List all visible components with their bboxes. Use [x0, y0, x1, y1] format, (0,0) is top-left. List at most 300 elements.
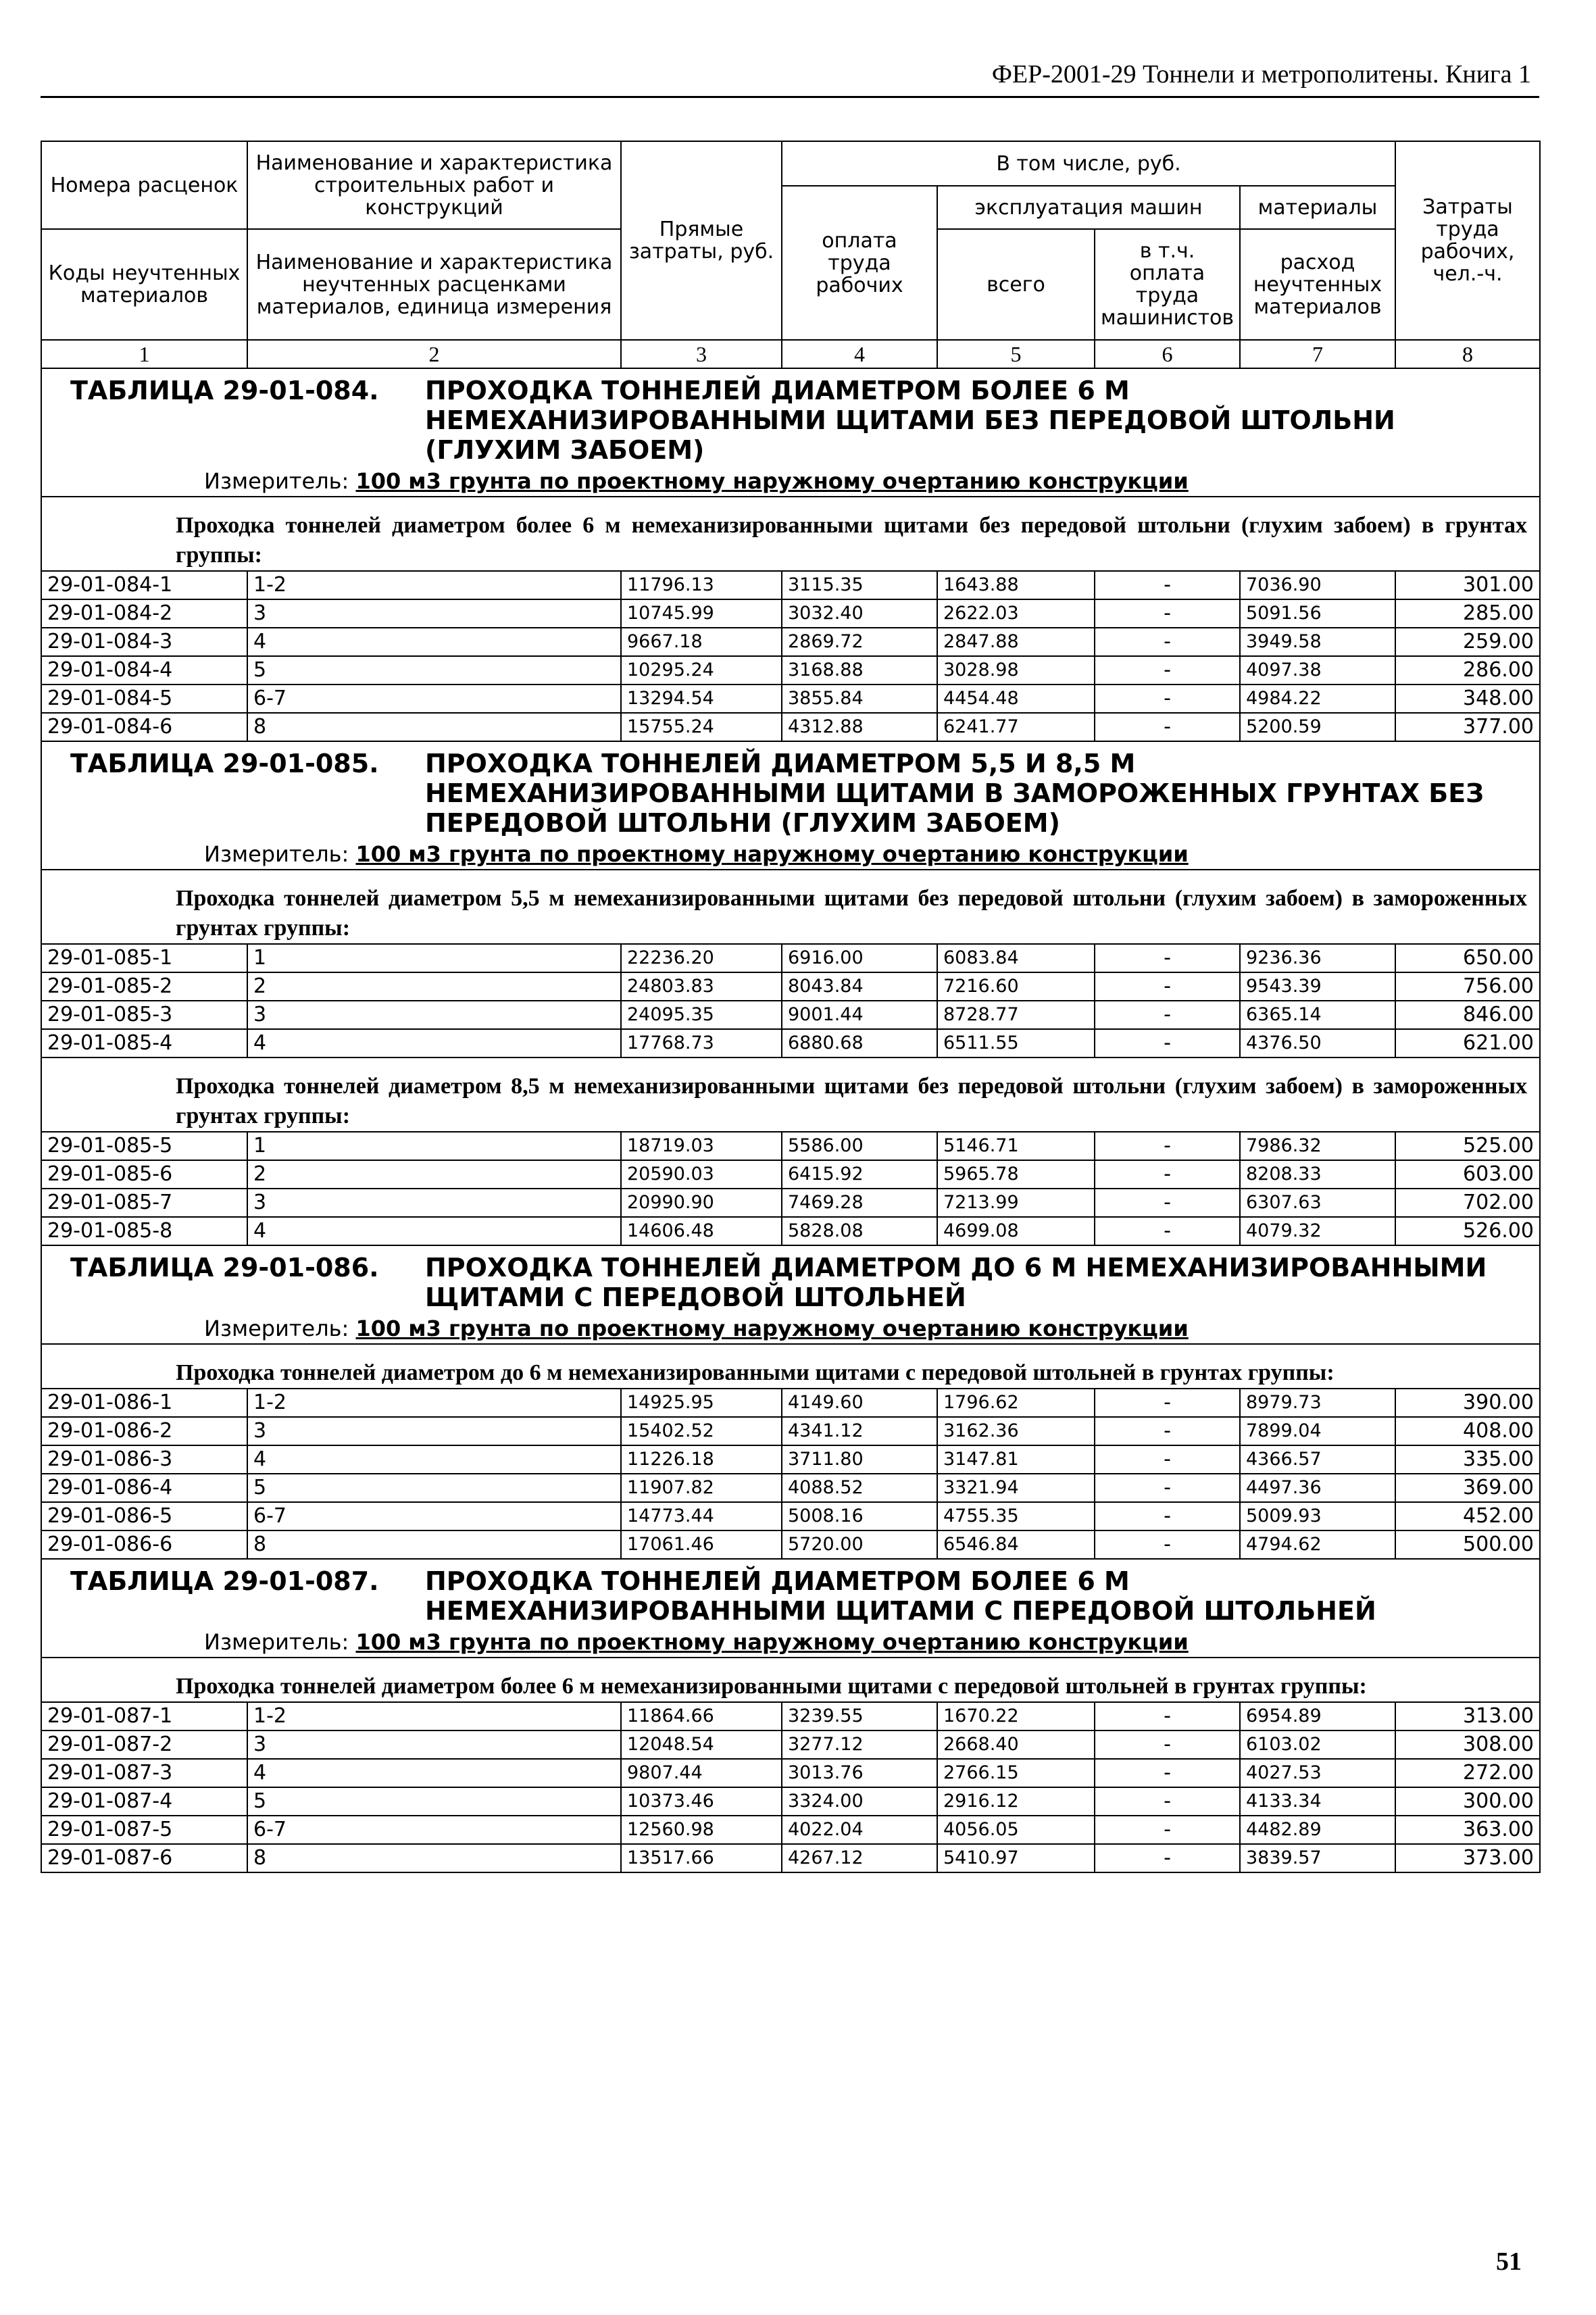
direct-costs: 15755.24: [621, 713, 782, 741]
table-heading: ПРОХОДКА ТОННЕЛЕЙ ДИАМЕТРОМ 5,5 И 8,5 М НЕМЕХАНИЗИРОВАННЫМИ ЩИТАМИ В ЗАМОРОЖЕННЫХ ГРУНТАХ БЕЗ ПЕРЕДОВОЙ ШТОЛЬНИ (ГЛУХИМ ЗАБОЕМ): [425, 749, 1485, 838]
table-row: [41, 1731, 1540, 1759]
table-row: [41, 1160, 1540, 1189]
soil-group: 6-7: [247, 1502, 621, 1530]
measure-row: [41, 1314, 1540, 1344]
direct-costs: 14925.95: [621, 1389, 782, 1417]
header-including: В том числе, руб.: [782, 141, 1395, 186]
machine-total: 2622.03: [937, 599, 1095, 628]
group-caption: Проходка тоннелей диаметром более 6 м немеханизированными щитами без передовой штольни (глухим забоем) в грунтах группы:: [41, 497, 1540, 571]
worker-pay: 6916.00: [782, 944, 937, 972]
soil-group: 6-7: [247, 1816, 621, 1844]
rate-code: 29-01-086-6: [41, 1530, 247, 1559]
machine-total: 6241.77: [937, 713, 1095, 741]
machine-total: 2766.15: [937, 1759, 1095, 1787]
direct-costs: 14773.44: [621, 1502, 782, 1530]
worker-pay: 4341.12: [782, 1417, 937, 1445]
labor-hours: 259.00: [1395, 628, 1540, 656]
material-use: 4366.57: [1240, 1445, 1395, 1474]
machine-total: 3321.94: [937, 1474, 1095, 1502]
material-use: 4376.50: [1240, 1029, 1395, 1057]
page-number: 51: [1496, 2247, 1522, 2276]
worker-pay: 4312.88: [782, 713, 937, 741]
table-title: [41, 368, 1540, 466]
direct-costs: 12048.54: [621, 1731, 782, 1759]
soil-group: 8: [247, 1844, 621, 1872]
header-rate-numbers: Номера расценок: [41, 141, 247, 229]
labor-hours: 285.00: [1395, 599, 1540, 628]
table-number: ТАБЛИЦА 29-01-085.: [70, 749, 379, 778]
header-direct-costs: Прямые затраты, руб.: [621, 141, 782, 340]
rate-code: 29-01-086-4: [41, 1474, 247, 1502]
table-row: [41, 1787, 1540, 1816]
rate-code: 29-01-086-5: [41, 1502, 247, 1530]
rate-code: 29-01-084-2: [41, 599, 247, 628]
table-row: [41, 1029, 1540, 1057]
measure-label: Измеритель:: [204, 468, 349, 494]
soil-group: 2: [247, 972, 621, 1001]
measure-row: [41, 466, 1540, 497]
labor-hours: 301.00: [1395, 571, 1540, 599]
direct-costs: 20590.03: [621, 1160, 782, 1189]
labor-hours: 308.00: [1395, 1731, 1540, 1759]
header-materials: материалы: [1240, 186, 1395, 229]
worker-pay: 5720.00: [782, 1530, 937, 1559]
running-head: ФЕР-2001-29 Тоннели и метрополитены. Книга 1: [991, 60, 1531, 89]
labor-hours: 650.00: [1395, 944, 1540, 972]
rate-code: 29-01-084-1: [41, 571, 247, 599]
table-row: [41, 1217, 1540, 1245]
measure-label: Измеритель:: [204, 1316, 349, 1341]
material-use: 4482.89: [1240, 1816, 1395, 1844]
table-row: [41, 599, 1540, 628]
worker-pay: 3115.35: [782, 571, 937, 599]
operator-pay: -: [1095, 1029, 1240, 1057]
operator-pay: -: [1095, 1844, 1240, 1872]
labor-hours: 452.00: [1395, 1502, 1540, 1530]
machine-total: 7213.99: [937, 1189, 1095, 1217]
rate-code: 29-01-087-1: [41, 1702, 247, 1731]
rate-code: 29-01-087-5: [41, 1816, 247, 1844]
labor-hours: 313.00: [1395, 1702, 1540, 1731]
machine-total: 5965.78: [937, 1160, 1095, 1189]
rate-code: 29-01-087-3: [41, 1759, 247, 1787]
machine-total: 6083.84: [937, 944, 1095, 972]
table-title: [41, 741, 1540, 839]
material-use: 4984.22: [1240, 684, 1395, 713]
material-use: 9236.36: [1240, 944, 1395, 972]
table-number: ТАБЛИЦА 29-01-087.: [70, 1566, 379, 1596]
column-number: 6: [1095, 340, 1240, 368]
soil-group: 1-2: [247, 1389, 621, 1417]
operator-pay: -: [1095, 1702, 1240, 1731]
machine-total: 2916.12: [937, 1787, 1095, 1816]
table-row: [41, 628, 1540, 656]
direct-costs: 17061.46: [621, 1530, 782, 1559]
worker-pay: 3032.40: [782, 599, 937, 628]
rate-code: 29-01-086-2: [41, 1417, 247, 1445]
rate-code: 29-01-085-8: [41, 1217, 247, 1245]
operator-pay: -: [1095, 628, 1240, 656]
labor-hours: 363.00: [1395, 1816, 1540, 1844]
operator-pay: -: [1095, 1530, 1240, 1559]
table-row: [41, 1389, 1540, 1417]
material-use: 6307.63: [1240, 1189, 1395, 1217]
table-row: [41, 713, 1540, 741]
column-number: 2: [247, 340, 621, 368]
table-row: [41, 684, 1540, 713]
direct-costs: 13517.66: [621, 1844, 782, 1872]
worker-pay: 3855.84: [782, 684, 937, 713]
worker-pay: 4088.52: [782, 1474, 937, 1502]
table-row: [41, 1530, 1540, 1559]
soil-group: 3: [247, 1731, 621, 1759]
soil-group: 1-2: [247, 571, 621, 599]
worker-pay: 3324.00: [782, 1787, 937, 1816]
direct-costs: 24803.83: [621, 972, 782, 1001]
machine-total: 2847.88: [937, 628, 1095, 656]
table-row: [41, 1816, 1540, 1844]
worker-pay: 4022.04: [782, 1816, 937, 1844]
rate-code: 29-01-087-4: [41, 1787, 247, 1816]
operator-pay: -: [1095, 684, 1240, 713]
operator-pay: -: [1095, 656, 1240, 684]
material-use: 9543.39: [1240, 972, 1395, 1001]
material-use: 4027.53: [1240, 1759, 1395, 1787]
labor-hours: 525.00: [1395, 1132, 1540, 1160]
measure-label: Измеритель:: [204, 841, 349, 867]
material-use: 6365.14: [1240, 1001, 1395, 1029]
group-caption-row: [41, 1057, 1540, 1132]
machine-total: 2668.40: [937, 1731, 1095, 1759]
group-caption: Проходка тоннелей диаметром 8,5 м немеханизированными щитами без передовой штольни (глухим забоем) в замороженных грунтах группы:: [41, 1057, 1540, 1132]
soil-group: 5: [247, 656, 621, 684]
operator-pay: -: [1095, 1001, 1240, 1029]
direct-costs: 18719.03: [621, 1132, 782, 1160]
material-use: 6103.02: [1240, 1731, 1395, 1759]
soil-group: 5: [247, 1787, 621, 1816]
operator-pay: -: [1095, 1787, 1240, 1816]
soil-group: 1-2: [247, 1702, 621, 1731]
operator-pay: -: [1095, 1389, 1240, 1417]
direct-costs: 22236.20: [621, 944, 782, 972]
measure-unit: [41, 1314, 1540, 1344]
material-use: 3949.58: [1240, 628, 1395, 656]
direct-costs: 11864.66: [621, 1702, 782, 1731]
worker-pay: 6880.68: [782, 1029, 937, 1057]
table-row: [41, 1702, 1540, 1731]
machine-total: 8728.77: [937, 1001, 1095, 1029]
table-heading: ПРОХОДКА ТОННЕЛЕЙ ДИАМЕТРОМ БОЛЕЕ 6 М НЕМЕХАНИЗИРОВАННЫМИ ЩИТАМИ С ПЕРЕДОВОЙ ШТОЛЬНЕЙ: [425, 1566, 1376, 1626]
labor-hours: 300.00: [1395, 1787, 1540, 1816]
column-number: 5: [937, 340, 1095, 368]
soil-group: 2: [247, 1160, 621, 1189]
header-rule: [41, 96, 1539, 98]
header-operator-pay: в т.ч. оплата труда машинистов: [1095, 229, 1240, 340]
soil-group: 3: [247, 1417, 621, 1445]
header-row-1: [41, 141, 1540, 186]
direct-costs: 15402.52: [621, 1417, 782, 1445]
direct-costs: 11796.13: [621, 571, 782, 599]
material-use: 5200.59: [1240, 713, 1395, 741]
operator-pay: -: [1095, 972, 1240, 1001]
material-use: 4133.34: [1240, 1787, 1395, 1816]
soil-group: 3: [247, 1001, 621, 1029]
group-caption-row: [41, 1658, 1540, 1702]
direct-costs: 9667.18: [621, 628, 782, 656]
measure-value: 100 м3 грунта по проектному наружному очертанию конструкции: [355, 468, 1189, 494]
group-caption: Проходка тоннелей диаметром 5,5 м немеханизированными щитами без передовой штольни (глухим забоем) в замороженных грунтах группы:: [41, 870, 1540, 944]
direct-costs: 13294.54: [621, 684, 782, 713]
rate-code: 29-01-084-4: [41, 656, 247, 684]
rate-code: 29-01-084-5: [41, 684, 247, 713]
machine-total: 3147.81: [937, 1445, 1095, 1474]
header-labor-hours: Затраты труда рабочих, чел.-ч.: [1395, 141, 1540, 340]
worker-pay: 3277.12: [782, 1731, 937, 1759]
soil-group: 1: [247, 1132, 621, 1160]
worker-pay: 3013.76: [782, 1759, 937, 1787]
material-use: 4794.62: [1240, 1530, 1395, 1559]
rate-code: 29-01-087-6: [41, 1844, 247, 1872]
measure-row: [41, 1627, 1540, 1658]
direct-costs: 11226.18: [621, 1445, 782, 1474]
table-number: ТАБЛИЦА 29-01-084.: [70, 376, 379, 405]
soil-group: 4: [247, 628, 621, 656]
column-numbers-row: [41, 340, 1540, 368]
header-unaccounted-codes: Коды неучтенных материалов: [41, 229, 247, 340]
rate-code: 29-01-085-1: [41, 944, 247, 972]
material-use: 7036.90: [1240, 571, 1395, 599]
machine-total: 1796.62: [937, 1389, 1095, 1417]
rate-code: 29-01-085-2: [41, 972, 247, 1001]
labor-hours: 335.00: [1395, 1445, 1540, 1474]
machine-total: 7216.60: [937, 972, 1095, 1001]
machine-total: 4699.08: [937, 1217, 1095, 1245]
table-title-row: [41, 1245, 1540, 1314]
labor-hours: 390.00: [1395, 1389, 1540, 1417]
direct-costs: 10295.24: [621, 656, 782, 684]
rate-code: 29-01-085-3: [41, 1001, 247, 1029]
table-row: [41, 1001, 1540, 1029]
labor-hours: 369.00: [1395, 1474, 1540, 1502]
direct-costs: 9807.44: [621, 1759, 782, 1787]
table-row: [41, 1759, 1540, 1787]
measure-unit: [41, 839, 1540, 870]
labor-hours: 348.00: [1395, 684, 1540, 713]
material-use: 7899.04: [1240, 1417, 1395, 1445]
table-row: [41, 571, 1540, 599]
table-row: [41, 1474, 1540, 1502]
measure-value: 100 м3 грунта по проектному наружному очертанию конструкции: [355, 841, 1189, 867]
rate-code: 29-01-085-4: [41, 1029, 247, 1057]
rate-code: 29-01-085-5: [41, 1132, 247, 1160]
table-title-row: [41, 1559, 1540, 1627]
machine-total: 3162.36: [937, 1417, 1095, 1445]
table-row: [41, 1844, 1540, 1872]
machine-total: 5146.71: [937, 1132, 1095, 1160]
header-machine-total: всего: [937, 229, 1095, 340]
table-row: [41, 944, 1540, 972]
table-row: [41, 1189, 1540, 1217]
material-use: 4497.36: [1240, 1474, 1395, 1502]
measure-unit: [41, 466, 1540, 497]
direct-costs: 10373.46: [621, 1787, 782, 1816]
rate-code: 29-01-086-3: [41, 1445, 247, 1474]
group-caption: Проходка тоннелей диаметром до 6 м немеханизированными щитами с передовой штольней в грунтах группы:: [41, 1344, 1540, 1389]
operator-pay: -: [1095, 571, 1240, 599]
group-caption-row: [41, 870, 1540, 944]
operator-pay: -: [1095, 1189, 1240, 1217]
machine-total: 3028.98: [937, 656, 1095, 684]
material-use: 4079.32: [1240, 1217, 1395, 1245]
machine-total: 6546.84: [937, 1530, 1095, 1559]
measure-value: 100 м3 грунта по проектному наружному очертанию конструкции: [355, 1316, 1189, 1341]
soil-group: 4: [247, 1217, 621, 1245]
material-use: 3839.57: [1240, 1844, 1395, 1872]
soil-group: 5: [247, 1474, 621, 1502]
column-number: 1: [41, 340, 247, 368]
machine-total: 4454.48: [937, 684, 1095, 713]
group-caption-row: [41, 497, 1540, 571]
worker-pay: 4149.60: [782, 1389, 937, 1417]
group-caption: Проходка тоннелей диаметром более 6 м немеханизированными щитами с передовой штольней в грунтах группы:: [41, 1658, 1540, 1702]
worker-pay: 6415.92: [782, 1160, 937, 1189]
direct-costs: 24095.35: [621, 1001, 782, 1029]
header-worker-pay: оплата труда рабочих: [782, 186, 937, 340]
machine-total: 1643.88: [937, 571, 1095, 599]
operator-pay: -: [1095, 599, 1240, 628]
header-work-name: Наименование и характеристика строительных работ и конструкций: [247, 141, 621, 229]
worker-pay: 3711.80: [782, 1445, 937, 1474]
worker-pay: 7469.28: [782, 1189, 937, 1217]
measure-label: Измеритель:: [204, 1629, 349, 1655]
worker-pay: 3239.55: [782, 1702, 937, 1731]
worker-pay: 5828.08: [782, 1217, 937, 1245]
table-heading: ПРОХОДКА ТОННЕЛЕЙ ДИАМЕТРОМ БОЛЕЕ 6 М НЕМЕХАНИЗИРОВАННЫМИ ЩИТАМИ БЕЗ ПЕРЕДОВОЙ ШТОЛЬНИ (ГЛУХИМ ЗАБОЕМ): [425, 376, 1395, 465]
operator-pay: -: [1095, 1132, 1240, 1160]
labor-hours: 846.00: [1395, 1001, 1540, 1029]
soil-group: 3: [247, 599, 621, 628]
material-use: 6954.89: [1240, 1702, 1395, 1731]
material-use: 8979.73: [1240, 1389, 1395, 1417]
labor-hours: 702.00: [1395, 1189, 1540, 1217]
material-use: 7986.32: [1240, 1132, 1395, 1160]
direct-costs: 20990.90: [621, 1189, 782, 1217]
worker-pay: 9001.44: [782, 1001, 937, 1029]
soil-group: 6-7: [247, 684, 621, 713]
worker-pay: 5008.16: [782, 1502, 937, 1530]
column-number: 7: [1240, 340, 1395, 368]
table-number: ТАБЛИЦА 29-01-086.: [70, 1253, 379, 1283]
rate-code: 29-01-087-2: [41, 1731, 247, 1759]
worker-pay: 4267.12: [782, 1844, 937, 1872]
table-row: [41, 972, 1540, 1001]
column-number: 4: [782, 340, 937, 368]
table-title-row: [41, 368, 1540, 466]
direct-costs: 17768.73: [621, 1029, 782, 1057]
material-use: 4097.38: [1240, 656, 1395, 684]
labor-hours: 373.00: [1395, 1844, 1540, 1872]
material-use: 5009.93: [1240, 1502, 1395, 1530]
direct-costs: 12560.98: [621, 1816, 782, 1844]
operator-pay: -: [1095, 1502, 1240, 1530]
table-title: [41, 1559, 1540, 1627]
machine-total: 5410.97: [937, 1844, 1095, 1872]
direct-costs: 14606.48: [621, 1217, 782, 1245]
table-title: [41, 1245, 1540, 1314]
table-heading: ПРОХОДКА ТОННЕЛЕЙ ДИАМЕТРОМ ДО 6 М НЕМЕХАНИЗИРОВАННЫМИ ЩИТАМИ С ПЕРЕДОВОЙ ШТОЛЬНЕЙ: [425, 1253, 1487, 1312]
labor-hours: 500.00: [1395, 1530, 1540, 1559]
table-row: [41, 1417, 1540, 1445]
operator-pay: -: [1095, 1445, 1240, 1474]
machine-total: 4755.35: [937, 1502, 1095, 1530]
operator-pay: -: [1095, 944, 1240, 972]
column-number: 3: [621, 340, 782, 368]
material-use: 8208.33: [1240, 1160, 1395, 1189]
soil-group: 4: [247, 1759, 621, 1787]
table-row: [41, 656, 1540, 684]
material-use: 5091.56: [1240, 599, 1395, 628]
labor-hours: 621.00: [1395, 1029, 1540, 1057]
operator-pay: -: [1095, 713, 1240, 741]
worker-pay: 3168.88: [782, 656, 937, 684]
measure-value: 100 м3 грунта по проектному наружному очертанию конструкции: [355, 1629, 1189, 1655]
soil-group: 4: [247, 1029, 621, 1057]
labor-hours: 286.00: [1395, 656, 1540, 684]
rates-table: [41, 141, 1541, 1873]
labor-hours: 272.00: [1395, 1759, 1540, 1787]
header-material-use: расход неучтенных материалов: [1240, 229, 1395, 340]
soil-group: 1: [247, 944, 621, 972]
labor-hours: 526.00: [1395, 1217, 1540, 1245]
measure-row: [41, 839, 1540, 870]
worker-pay: 5586.00: [782, 1132, 937, 1160]
machine-total: 4056.05: [937, 1816, 1095, 1844]
rate-code: 29-01-085-7: [41, 1189, 247, 1217]
measure-unit: [41, 1627, 1540, 1658]
machine-total: 1670.22: [937, 1702, 1095, 1731]
table-row: [41, 1502, 1540, 1530]
labor-hours: 377.00: [1395, 713, 1540, 741]
worker-pay: 2869.72: [782, 628, 937, 656]
column-number: 8: [1395, 340, 1540, 368]
soil-group: 3: [247, 1189, 621, 1217]
machine-total: 6511.55: [937, 1029, 1095, 1057]
header-unaccounted-name: Наименование и характеристика неучтенных расценками материалов, единица измерения: [247, 229, 621, 340]
operator-pay: -: [1095, 1759, 1240, 1787]
soil-group: 8: [247, 1530, 621, 1559]
operator-pay: -: [1095, 1217, 1240, 1245]
rate-code: 29-01-084-6: [41, 713, 247, 741]
operator-pay: -: [1095, 1474, 1240, 1502]
rate-code: 29-01-084-3: [41, 628, 247, 656]
table-row: [41, 1445, 1540, 1474]
operator-pay: -: [1095, 1160, 1240, 1189]
header-machine-operation: эксплуатация машин: [937, 186, 1240, 229]
rate-code: 29-01-085-6: [41, 1160, 247, 1189]
rate-code: 29-01-086-1: [41, 1389, 247, 1417]
worker-pay: 8043.84: [782, 972, 937, 1001]
group-caption-row: [41, 1344, 1540, 1389]
operator-pay: -: [1095, 1417, 1240, 1445]
table-title-row: [41, 741, 1540, 839]
table-row: [41, 1132, 1540, 1160]
direct-costs: 10745.99: [621, 599, 782, 628]
soil-group: 8: [247, 713, 621, 741]
direct-costs: 11907.82: [621, 1474, 782, 1502]
operator-pay: -: [1095, 1731, 1240, 1759]
operator-pay: -: [1095, 1816, 1240, 1844]
labor-hours: 408.00: [1395, 1417, 1540, 1445]
